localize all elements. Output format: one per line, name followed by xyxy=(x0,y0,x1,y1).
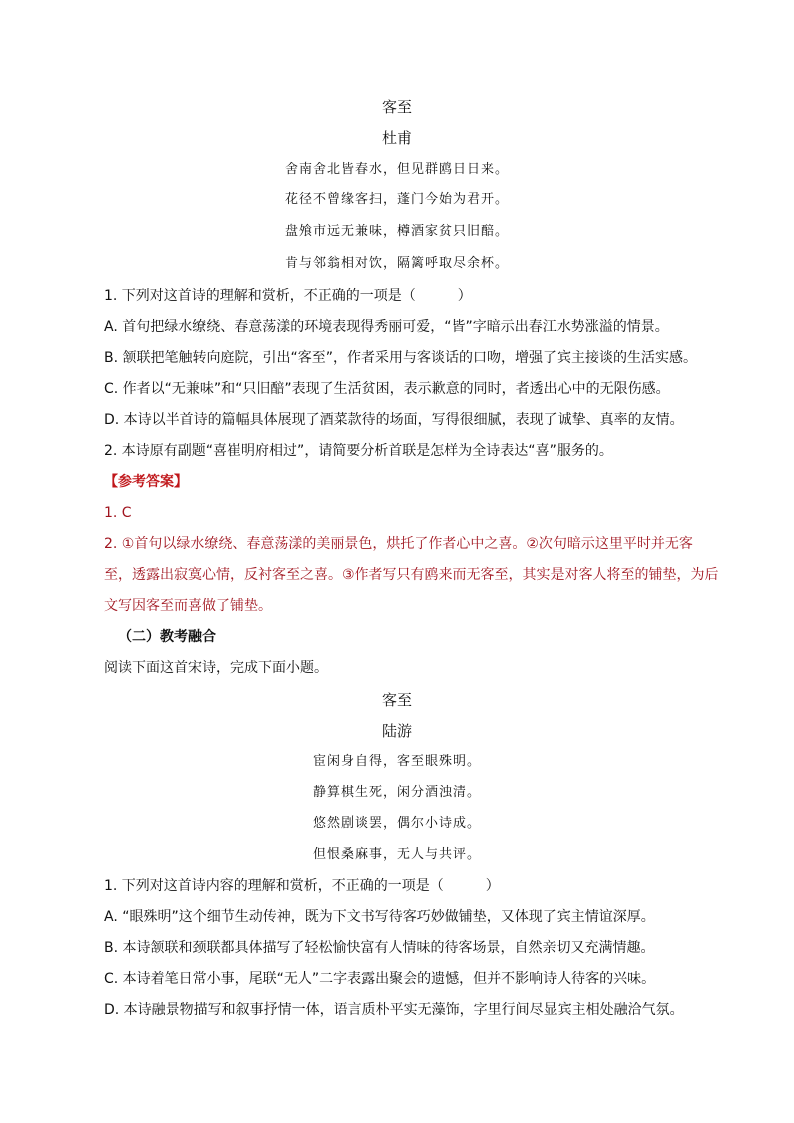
poem-title: 客至 xyxy=(381,691,412,709)
instruction: 阅读下面这首宋诗，完成下面小题。 xyxy=(104,660,328,676)
answer-2-line: 2. ①首句以绿水缭绕、春意荡漾的美丽景色，烘托了作者心中之喜。②次句暗示这里平时并无客 xyxy=(104,536,693,552)
answer-2-line: 文写因客至而喜做了铺垫。 xyxy=(104,598,272,614)
question-2: 2. 本诗原有副题“喜崔明府相过”，请简要分析首联是怎样为全诗表达“喜”服务的。 xyxy=(104,443,613,459)
option-c: C. 作者以“无兼味”和“只旧醅”表现了生活贫困，表示歉意的同时，者透出心中的无限伤感。 xyxy=(104,381,670,397)
option-b: B. 颔联把笔触转向庭院，引出“客至”，作者采用与客谈话的口吻，增强了宾主接谈的生活实感。 xyxy=(104,350,698,366)
poem-author: 陆游 xyxy=(381,722,412,740)
answer-2-line: 至，透露出寂寞心情，反衬客至之喜。③作者写只有鸥来而无客至，其实是对客人将至的铺垫，为后 xyxy=(104,567,719,583)
section-heading: （二）教考融合 xyxy=(118,629,216,645)
poem-line: 宦闲身自得，客至眼殊明。 xyxy=(312,754,481,769)
poem-line: 悠然剧谈罢，偶尔小诗成。 xyxy=(312,816,481,831)
option-a: A. “眼殊明”这个细节生动传神，既为下文书写待客巧妙做铺垫，又体现了宾主情谊深厚。 xyxy=(104,909,655,925)
option-b: B. 本诗颔联和颈联都具体描写了轻松愉快富有人情味的待客场景，自然亲切又充满情趣。 xyxy=(104,940,655,956)
poem-line: 舍南舍北皆春水，但见群鸥日日来。 xyxy=(284,162,509,177)
poem-title: 客至 xyxy=(381,98,412,116)
poem-author: 杜甫 xyxy=(381,129,412,147)
poem-line: 肯与邻翁相对饮，隔篱呼取尽余杯。 xyxy=(284,256,509,271)
option-c: C. 本诗着笔日常小事，尾联“无人”二字表露出聚会的遗憾，但并不影响诗人待客的兴味。 xyxy=(104,971,656,987)
answer-heading: 【参考答案】 xyxy=(104,474,188,490)
option-d: D. 本诗融景物描写和叙事抒情一体，语言质朴平实无藻饰，字里行间尽显宾主相处融洽气氛。 xyxy=(104,1002,684,1018)
answer-1: 1. C xyxy=(104,505,132,521)
poem-line: 盘飧市远无兼味，樽酒家贫只旧醅。 xyxy=(284,224,509,239)
poem-line: 但恨桑麻事，无人与共评。 xyxy=(312,847,481,862)
poem-line: 静算棋生死，闲分酒浊清。 xyxy=(312,785,481,800)
poem-line: 花径不曾缘客扫，蓬门今始为君开。 xyxy=(284,192,509,207)
question-1: 1. 下列对这首诗的理解和赏析，不正确的一项是（ ） xyxy=(104,288,472,304)
question-1: 1. 下列对这首诗内容的理解和赏析，不正确的一项是（ ） xyxy=(104,878,500,894)
option-a: A. 首句把绿水缭绕、春意荡漾的环境表现得秀丽可爱，“皆”字暗示出春江水势涨溢的情景。 xyxy=(104,319,669,335)
option-d: D. 本诗以半首诗的篇幅具体展现了酒菜款待的场面，写得很细腻，表现了诚挚、真率的友情。 xyxy=(104,412,684,428)
